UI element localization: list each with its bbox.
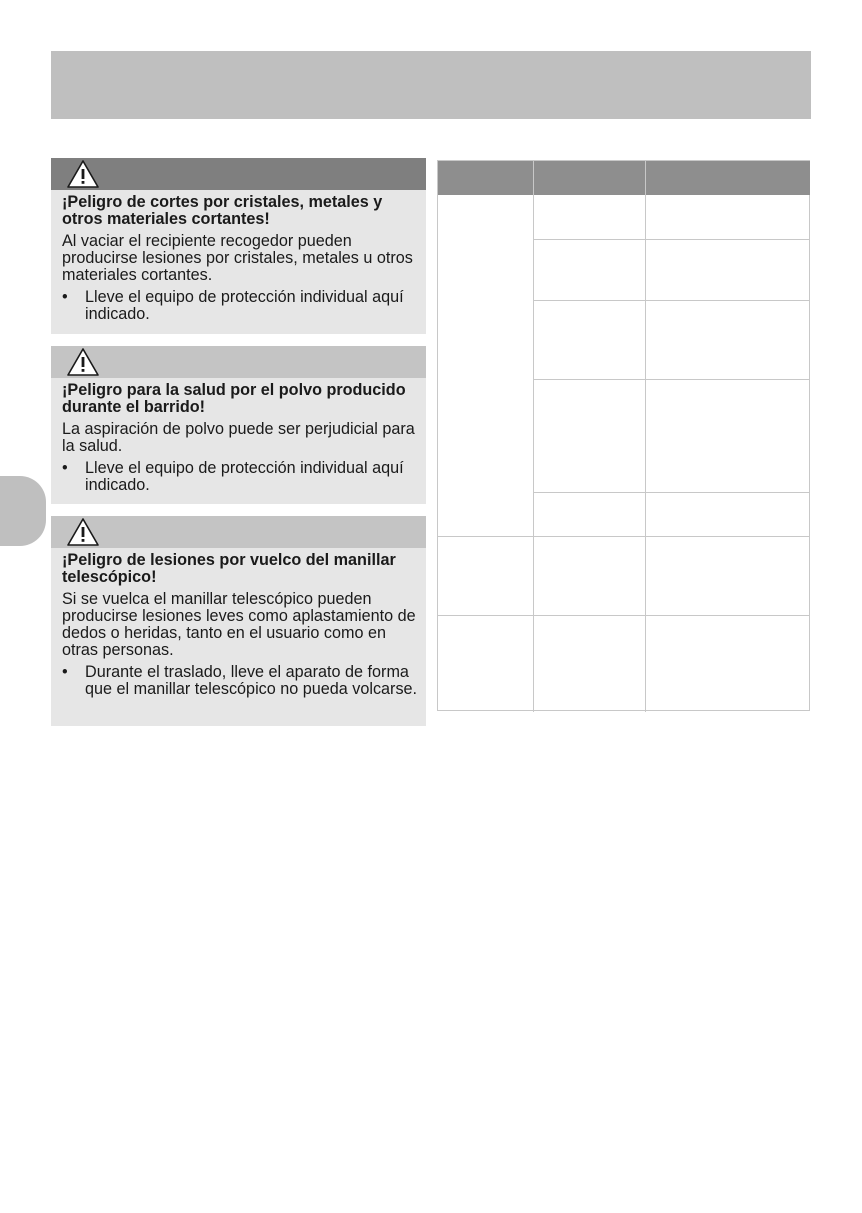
table-row-divider: [534, 239, 810, 240]
table-header-cell-3: [646, 161, 810, 195]
table-row-divider: [534, 300, 810, 301]
warning-text: Si se vuelca el manillar telescópico pueden producirse lesiones leves como aplastamiento de dedos o heridas, tanto en el usuario como en otras personas.: [62, 590, 416, 659]
warning-box-handle: [51, 516, 426, 726]
warning-box-cuts: [51, 158, 426, 334]
warning-header: [51, 346, 426, 378]
warning-bullet-text: Lleve el equipo de protección individual aquí indicado.: [85, 459, 404, 494]
chapter-tab: [0, 476, 46, 546]
warning-box-dust: [51, 346, 426, 504]
warning-bullet: [62, 460, 418, 494]
table-header-cell-1: [438, 161, 533, 195]
warning-header: [51, 158, 426, 190]
empty-table: [437, 160, 810, 711]
warning-title: ¡Peligro para la salud por el polvo producido durante el barrido!: [62, 381, 406, 416]
warning-header: [51, 516, 426, 548]
table-column-divider: [645, 161, 646, 712]
table-row-divider: [534, 379, 810, 380]
warning-title: ¡Peligro de cortes por cristales, metales y otros materiales cortantes!: [62, 193, 383, 228]
warning-triangle-icon: [66, 159, 100, 189]
table-row-divider: [438, 615, 810, 616]
warning-text: Al vaciar el recipiente recogedor pueden producirse lesiones por cristales, metales u otros materiales cortantes.: [62, 232, 413, 284]
bullet-symbol: •: [62, 288, 68, 306]
warning-bullet: [62, 289, 418, 323]
warning-bullet-text: Lleve el equipo de protección individual aquí indicado.: [85, 288, 404, 323]
header-band: [51, 51, 811, 119]
table-row-divider: [534, 492, 810, 493]
warning-bullet-text: Durante el traslado, lleve el aparato de forma que el manillar telescópico no pueda volcarse.: [85, 663, 418, 698]
bullet-symbol: •: [62, 663, 68, 681]
warning-text: La aspiración de polvo puede ser perjudicial para la salud.: [62, 420, 415, 455]
table-row-divider: [438, 536, 810, 537]
bullet-symbol: •: [62, 459, 68, 477]
warning-bullet: [62, 664, 418, 698]
warning-title: ¡Peligro de lesiones por vuelco del manillar telescópico!: [62, 551, 396, 586]
table-column-divider: [533, 161, 534, 712]
warning-triangle-icon: [66, 347, 100, 377]
table-header-cell-2: [534, 161, 645, 195]
warning-triangle-icon: [66, 517, 100, 547]
